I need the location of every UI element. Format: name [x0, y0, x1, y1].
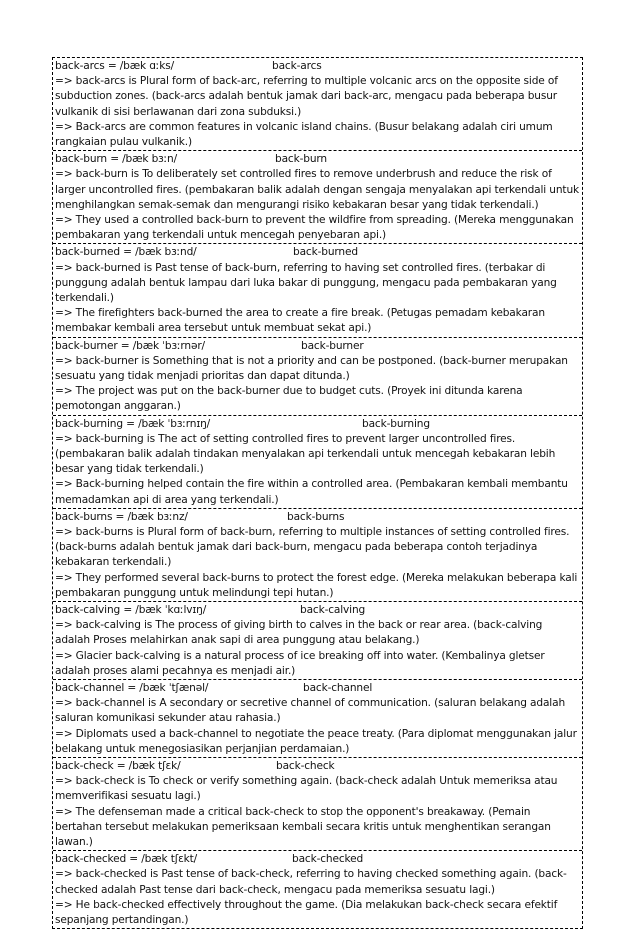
dictionary-table	[52, 57, 583, 929]
dictionary-entry	[53, 601, 582, 679]
entry-definition: => back-burner is Something that is not a priority and can be postponed. (back-burner merupakan sesuatu yang tidak menjadi prioritas dan dapat ditunda.)	[55, 354, 568, 382]
entry-header	[55, 681, 580, 696]
entry-example: => Diplomats used a back-channel to negotiate the peace treaty. (Para diplomat menggunakan jalur belakang untuk menegosiasikan perjanjian perdamaian.)	[55, 727, 577, 755]
entry-example: => They performed several back-burns to protect the forest edge. (Mereka melakukan beberapa kali pembakaran punggung untuk melindungi tepi hutan.)	[55, 571, 578, 599]
entry-pronunciation: back-burn = /bæk bɜːn/	[55, 153, 178, 166]
entry-definition: => back-checked is Past tense of back-check, referring to having checked something again. (back-checked adalah Past tense dari back-check, mengacu pada memeriksa sesuatu lagi.)	[55, 868, 567, 896]
dictionary-entry	[53, 415, 582, 508]
entry-definition: => back-check is To check or verify something again. (back-check adalah Untuk memeriksa atau memverifikasi sesuatu lagi.)	[55, 775, 558, 803]
dictionary-entry	[53, 337, 582, 415]
entry-headword: back-burning	[362, 417, 430, 430]
dictionary-entry	[53, 508, 582, 601]
entry-headword: back-calving	[300, 604, 366, 617]
entry-headword: back-burned	[293, 246, 358, 259]
entry-example: => They used a controlled back-burn to prevent the wildfire from spreading. (Mereka menggunakan pembakaran yang terkendali untuk mencegah penyebaran api.)	[55, 214, 574, 242]
entry-definition: => back-calving is The process of giving birth to calves in the back or rear area. (back-calving adalah Proses melahirkan anak sapi di area punggung atau belakang.)	[55, 619, 543, 647]
entry-definition: => back-burns is Plural form of back-burn, referring to multiple instances of setting controlled fires. (back-burns adalah bentuk jamak dari back-burn, mengacu pada beberapa contoh terjadinya kebakaran terkendali.)	[55, 526, 570, 569]
entry-pronunciation: back-checked = /bæk tʃɛkt/	[55, 853, 198, 866]
entry-pronunciation: back-burns = /bæk bɜːnz/	[55, 510, 188, 523]
dictionary-entry	[53, 243, 582, 336]
entry-headword: back-arcs	[272, 60, 322, 72]
entry-headword: back-check	[276, 760, 335, 773]
entry-header	[55, 245, 580, 260]
entry-header	[55, 339, 580, 354]
entry-headword: back-channel	[303, 682, 373, 695]
entry-example: => The defenseman made a critical back-check to stop the opponent's breakaway. (Pemain bertahan tersebut melakukan pemeriksaan kembali secara kritis untuk menghentikan serangan lawan.)	[55, 805, 551, 849]
entry-definition: => back-burning is The act of setting controlled fires to prevent larger uncontrolled fires. (pembakaran balik adalah tindakan menyalakan api terkendali untuk mencegah kebakaran lebih besar yang tidak terkendali.)	[55, 432, 556, 476]
entry-example: => The firefighters back-burned the area to create a fire break. (Petugas pemadam kebakaran membakar kembali area tersebut untuk membuat sekat api.)	[55, 307, 545, 335]
entry-header	[55, 852, 580, 867]
dictionary-entry	[53, 850, 582, 928]
entry-pronunciation: back-burning = /bæk ˈbɜːrnɪŋ/	[55, 417, 211, 430]
entry-header	[55, 510, 580, 525]
dictionary-entry	[53, 757, 582, 850]
entry-example: => Back-burning helped contain the fire within a controlled area. (Pembakaran kembali membantu memadamkan api di area yang terkendali.)	[55, 478, 568, 506]
entry-headword: back-burner	[301, 339, 364, 352]
entry-header	[55, 759, 580, 774]
entry-headword: back-burns	[287, 510, 345, 523]
entry-pronunciation: back-arcs = /bæk ɑːks/	[55, 60, 174, 72]
entry-header	[55, 152, 580, 167]
entry-headword: back-checked	[292, 853, 364, 866]
entry-example: => Glacier back-calving is a natural process of ice breaking off into water. (Kembalinya gletser adalah proses alami pecahnya es menjadi air.)	[55, 649, 545, 677]
entry-header	[55, 59, 580, 74]
entry-example: => Back-arcs are common features in volcanic island chains. (Busur belakang adalah ciri umum rangkaian pulau vulkanik.)	[55, 120, 553, 148]
entry-example: => He back-checked effectively throughout the game. (Dia melakukan back-check secara efektif sepanjang pertandingan.)	[55, 898, 558, 927]
entry-definition: => back-arcs is Plural form of back-arc, referring to multiple volcanic arcs on the opposite side of subduction zones. (back-arcs adalah bentuk jamak dari back-arc, mengacu pada beberapa busur vulkanik di sisi berlawanan dari zona subduksi.)	[55, 75, 558, 118]
entry-pronunciation: back-channel = /bæk ˈtʃænəl/	[55, 682, 209, 695]
dictionary-entry	[53, 150, 582, 243]
entry-header	[55, 603, 580, 618]
entry-definition: => back-channel is A secondary or secretive channel of communication. (saluran belakang adalah saluran komunikasi sekunder atau rahasia.)	[55, 697, 566, 725]
entry-pronunciation: back-burner = /bæk ˈbɜːrnər/	[55, 339, 205, 352]
dictionary-entry	[53, 679, 582, 757]
entry-pronunciation: back-burned = /bæk bɜːnd/	[55, 246, 197, 259]
entry-pronunciation: back-check = /bæk tʃɛk/	[55, 760, 181, 773]
entry-pronunciation: back-calving = /bæk ˈkɑːlvɪŋ/	[55, 604, 207, 617]
entry-example: => The project was put on the back-burner due to budget cuts. (Proyek ini ditunda karena pemotongan anggaran.)	[55, 385, 523, 413]
entry-definition: => back-burn is To deliberately set controlled fires to remove underbrush and reduce the risk of larger uncontrolled fires. (pembakaran balik adalah dengan sengaja menyalakan api terkendali untuk menghilangkan semak-semak dan mengurangi risiko kebakaran besar yang tidak terkendali.)	[55, 168, 579, 211]
entry-headword: back-burn	[275, 153, 327, 166]
dictionary-entry	[53, 58, 582, 150]
entry-header	[55, 417, 580, 432]
entry-definition: => back-burned is Past tense of back-burn, referring to having set controlled fires. (terbakar di punggung adalah bentuk lampau dari luka bakar di punggung, mengacu pada pembakaran yang terkendali.)	[55, 261, 557, 304]
